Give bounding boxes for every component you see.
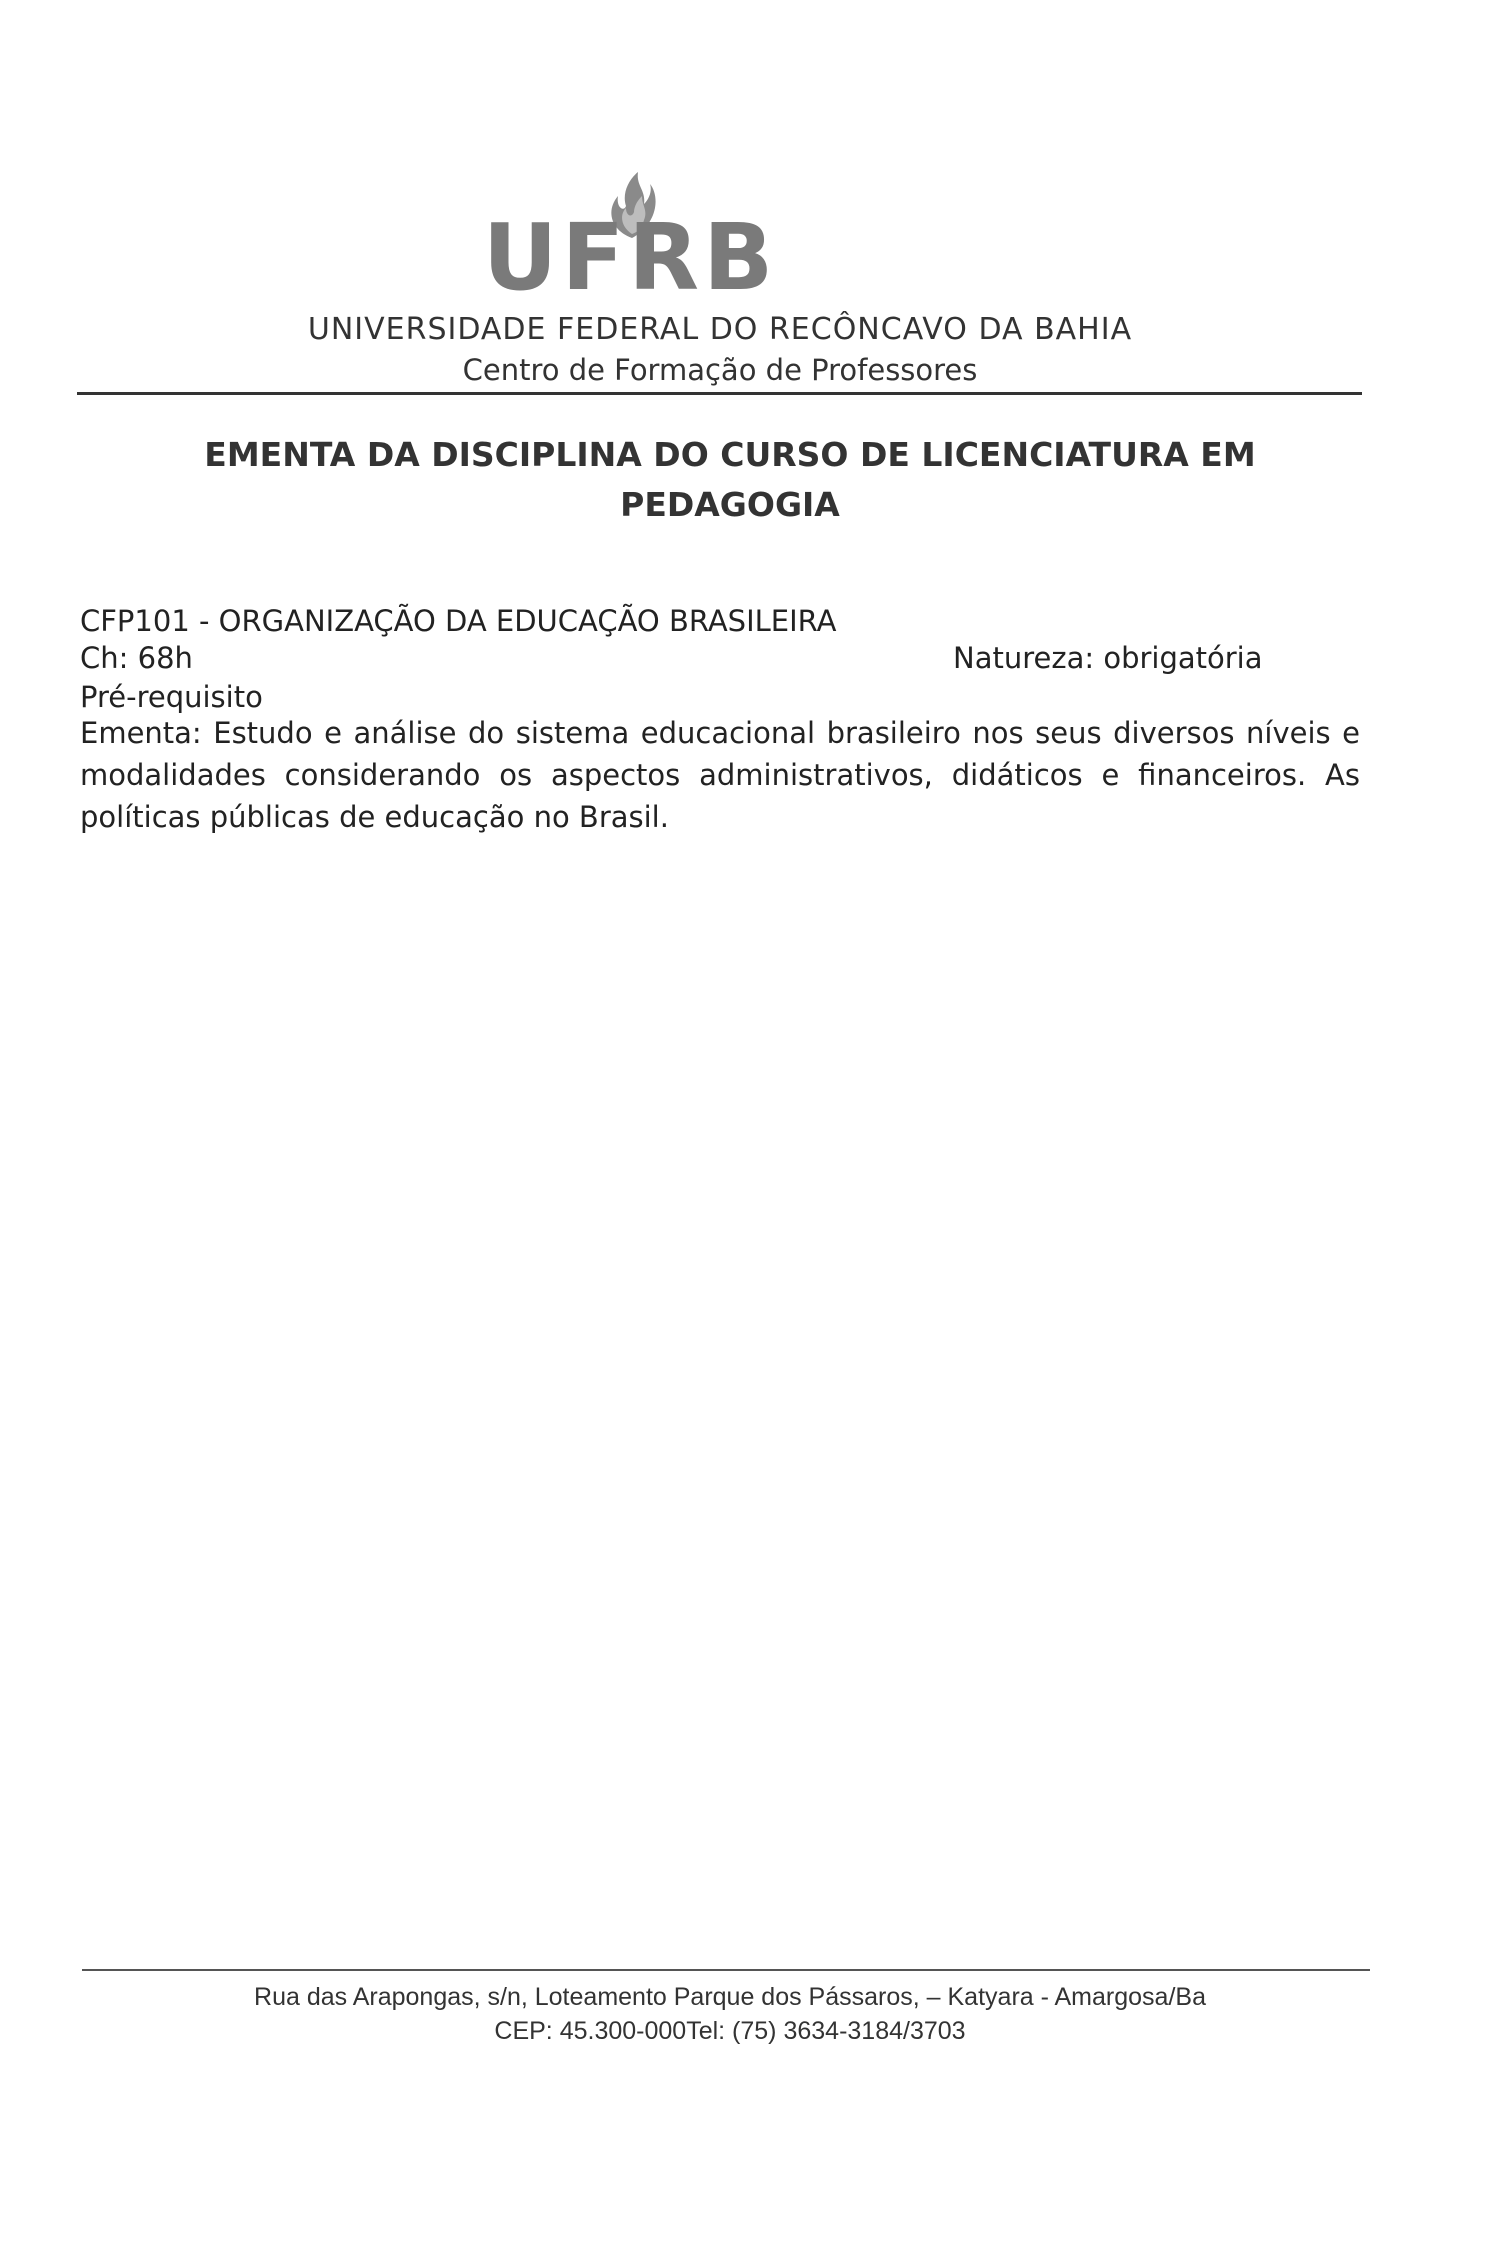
course-code-name: CFP101 - ORGANIZAÇÃO DA EDUCAÇÃO BRASILEIRA <box>80 604 837 638</box>
course-nature: Natureza: obrigatória <box>953 641 1263 675</box>
university-logo <box>480 160 780 311</box>
center-name: Centro de Formação de Professores <box>462 353 978 387</box>
footer-divider <box>82 1969 1370 1971</box>
footer-address: Rua das Arapongas, s/n, Loteamento Parque dos Pássaros, – Katyara - Amargosa/Ba <box>254 1983 1206 2011</box>
course-hours: Ch: 68h <box>80 641 193 675</box>
document-title-line-2: PEDAGOGIA <box>620 485 840 524</box>
footer <box>0 1980 1460 2048</box>
university-name: UNIVERSIDADE FEDERAL DO RECÔNCAVO DA BAHIA <box>307 312 1133 347</box>
footer-contact: CEP: 45.300-000Tel: (75) 3634-3184/3703 <box>494 2017 966 2045</box>
course-hours-row <box>80 641 1280 675</box>
header-divider <box>77 392 1362 395</box>
logo-wordmark: UFRB <box>482 204 778 311</box>
course-syllabus: Ementa: Estudo e análise do sistema educacional brasileiro nos seus diversos níveis e modalidades considerando os aspectos administrativos, didáticos e financeiros. As políticas públicas de educação no Brasil. <box>80 716 1360 834</box>
prerequisite-label: Pré-requisito <box>80 680 263 714</box>
document-title <box>160 430 1300 530</box>
document-title-line-1: EMENTA DA DISCIPLINA DO CURSO DE LICENCIATURA EM <box>204 435 1256 474</box>
